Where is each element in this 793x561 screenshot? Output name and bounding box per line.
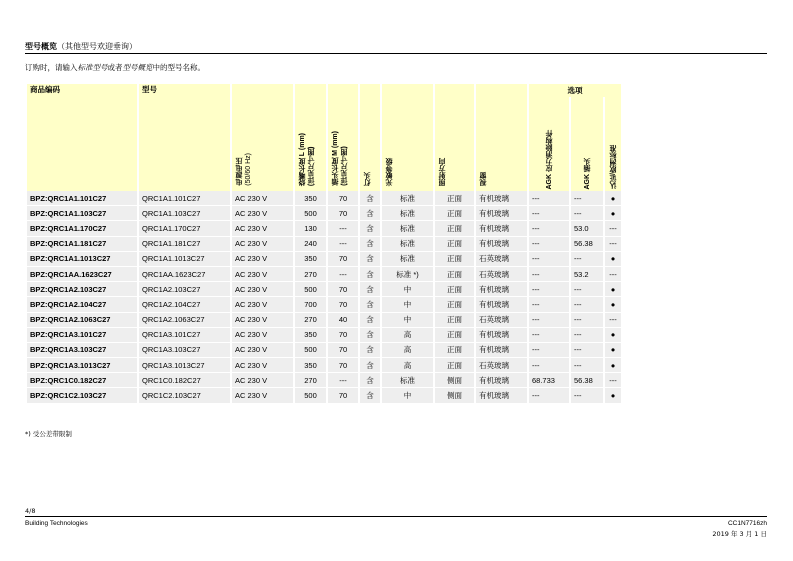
header-sensitivity: 光敏等级	[382, 84, 433, 191]
cell-agk-strain-relief: ---	[529, 252, 569, 267]
table-row	[27, 206, 621, 221]
cell-certification: ●	[605, 388, 621, 403]
header-direction: 照射方向	[435, 84, 474, 191]
cell-agk-plug: 53.2	[571, 267, 603, 282]
cell-voltage: AC 230 V	[232, 267, 293, 282]
cell-product-code: BPZ:QRC1A2.1063C27	[27, 313, 137, 328]
cell-glass: 石英玻璃	[476, 358, 527, 373]
cell-lamp: 含	[360, 221, 380, 236]
cell-glass: 有机玻璃	[476, 373, 527, 388]
cell-length-m: ---	[328, 373, 358, 388]
cell-length-l: 500	[295, 388, 326, 403]
cell-product-code: BPZ:QRC1A3.103C27	[27, 343, 137, 358]
cell-lamp: 含	[360, 237, 380, 252]
cell-length-l: 270	[295, 313, 326, 328]
cell-direction: 正面	[435, 282, 474, 297]
cell-direction: 正面	[435, 191, 474, 206]
cell-lamp: 含	[360, 328, 380, 343]
header-agk-plug: AGK 插头	[571, 97, 603, 191]
cell-lamp: 含	[360, 313, 380, 328]
footer-divider	[25, 516, 767, 517]
cell-agk-strain-relief: ---	[529, 343, 569, 358]
cell-agk-plug: ---	[571, 328, 603, 343]
cell-product-code: BPZ:QRC1A1.181C27	[27, 237, 137, 252]
cell-sensitivity: 高	[382, 358, 433, 373]
cell-agk-strain-relief: ---	[529, 191, 569, 206]
cell-certification: ●	[605, 252, 621, 267]
cell-glass: 有机玻璃	[476, 221, 527, 236]
header-voltage: 电源电压 (50/60 Hz)	[232, 84, 293, 191]
cell-glass: 石英玻璃	[476, 267, 527, 282]
cell-glass: 有机玻璃	[476, 282, 527, 297]
cell-agk-plug: ---	[571, 343, 603, 358]
cell-certification: ---	[605, 237, 621, 252]
cell-certification: ●	[605, 358, 621, 373]
model-overview-table	[25, 84, 623, 404]
cell-glass: 有机玻璃	[476, 297, 527, 312]
cell-agk-strain-relief: ---	[529, 267, 569, 282]
cell-length-l: 500	[295, 343, 326, 358]
cell-product-code: BPZ:QRC1A3.101C27	[27, 328, 137, 343]
cell-length-l: 350	[295, 358, 326, 373]
cell-agk-strain-relief: ---	[529, 313, 569, 328]
cell-voltage: AC 230 V	[232, 313, 293, 328]
cell-length-l: 700	[295, 297, 326, 312]
cell-model: QRC1AA.1623C27	[139, 267, 230, 282]
table-row	[27, 267, 621, 282]
cell-glass: 有机玻璃	[476, 191, 527, 206]
cell-sensitivity: 标准	[382, 191, 433, 206]
cell-length-l: 270	[295, 267, 326, 282]
cell-lamp: 含	[360, 297, 380, 312]
cell-model: QRC1A2.104C27	[139, 297, 230, 312]
table-row	[27, 373, 621, 388]
table-row	[27, 343, 621, 358]
cell-length-l: 500	[295, 282, 326, 297]
footnote: *) 受公差带限制	[25, 430, 72, 438]
cell-voltage: AC 230 V	[232, 358, 293, 373]
instruction-em-overview: 型号概览	[122, 63, 153, 72]
cell-agk-plug: ---	[571, 388, 603, 403]
cell-sensitivity: 标准	[382, 252, 433, 267]
cell-direction: 正面	[435, 343, 474, 358]
cell-model: QRC1A2.1063C27	[139, 313, 230, 328]
cell-length-m: ---	[328, 267, 358, 282]
cell-length-l: 350	[295, 191, 326, 206]
cell-sensitivity: 标准	[382, 373, 433, 388]
cell-product-code: BPZ:QRC1A3.1013C27	[27, 358, 137, 373]
cell-model: QRC1A3.101C27	[139, 328, 230, 343]
cell-model: QRC1C0.182C27	[139, 373, 230, 388]
cell-agk-strain-relief: 68.733	[529, 373, 569, 388]
cell-model: QRC1C2.103C27	[139, 388, 230, 403]
cell-lamp: 含	[360, 373, 380, 388]
cell-direction: 正面	[435, 313, 474, 328]
cell-lamp: 含	[360, 191, 380, 206]
cell-direction: 正面	[435, 206, 474, 221]
cell-product-code: BPZ:QRC1A1.103C27	[27, 206, 137, 221]
cell-agk-plug: ---	[571, 282, 603, 297]
cell-glass: 有机玻璃	[476, 328, 527, 343]
cell-voltage: AC 230 V	[232, 191, 293, 206]
cell-glass: 有机玻璃	[476, 237, 527, 252]
cell-model: QRC1A3.1013C27	[139, 358, 230, 373]
cell-sensitivity: 标准	[382, 206, 433, 221]
cell-agk-strain-relief: ---	[529, 282, 569, 297]
table-row	[27, 282, 621, 297]
cell-agk-plug: ---	[571, 358, 603, 373]
cell-lamp: 含	[360, 358, 380, 373]
cell-model: QRC1A1.170C27	[139, 221, 230, 236]
cell-length-m: 70	[328, 358, 358, 373]
cell-direction: 正面	[435, 297, 474, 312]
cell-length-l: 240	[295, 237, 326, 252]
table-row	[27, 191, 621, 206]
header-certification: 认证/欧洲标准	[605, 97, 621, 191]
header-model: 型号	[139, 84, 230, 191]
cell-sensitivity: 标准	[382, 237, 433, 252]
cell-length-l: 270	[295, 373, 326, 388]
cell-certification: ●	[605, 328, 621, 343]
header-product-code: 商品编码	[27, 84, 137, 191]
cell-agk-plug: ---	[571, 206, 603, 221]
table-row	[27, 252, 621, 267]
title-main: 型号概览	[25, 42, 57, 51]
cell-length-m: 70	[328, 282, 358, 297]
table-row	[27, 237, 621, 252]
cell-model: QRC1A1.103C27	[139, 206, 230, 221]
cell-length-m: 70	[328, 297, 358, 312]
cell-lamp: 含	[360, 343, 380, 358]
cell-length-m: 70	[328, 252, 358, 267]
cell-voltage: AC 230 V	[232, 282, 293, 297]
cell-certification: ●	[605, 297, 621, 312]
cell-product-code: BPZ:QRC1A1.170C27	[27, 221, 137, 236]
cell-sensitivity: 中	[382, 282, 433, 297]
page-title	[25, 41, 137, 52]
header-length-m: 插头长度 M (mm) (详见尺寸图)	[328, 84, 358, 191]
cell-voltage: AC 230 V	[232, 328, 293, 343]
cell-length-m: ---	[328, 221, 358, 236]
cell-agk-plug: ---	[571, 191, 603, 206]
cell-product-code: BPZ:QRC1A2.104C27	[27, 297, 137, 312]
page-number: 4/8	[25, 507, 36, 515]
cell-length-l: 350	[295, 328, 326, 343]
cell-voltage: AC 230 V	[232, 237, 293, 252]
cell-voltage: AC 230 V	[232, 221, 293, 236]
cell-sensitivity: 中	[382, 297, 433, 312]
cell-length-l: 130	[295, 221, 326, 236]
cell-lamp: 含	[360, 282, 380, 297]
cell-length-m: 70	[328, 328, 358, 343]
cell-length-m: 70	[328, 191, 358, 206]
cell-model: QRC1A1.101C27	[139, 191, 230, 206]
cell-length-m: 70	[328, 343, 358, 358]
title-divider	[25, 53, 767, 54]
document-date: 2019 年 3 月 1 日	[712, 530, 767, 538]
cell-length-m: 70	[328, 388, 358, 403]
cell-agk-plug: 56.38	[571, 237, 603, 252]
cell-certification: ---	[605, 221, 621, 236]
table-row	[27, 221, 621, 236]
cell-lamp: 含	[360, 206, 380, 221]
cell-length-m: ---	[328, 237, 358, 252]
cell-sensitivity: 中	[382, 313, 433, 328]
cell-length-m: 70	[328, 206, 358, 221]
cell-glass: 石英玻璃	[476, 252, 527, 267]
cell-glass: 有机玻璃	[476, 343, 527, 358]
title-subtitle: （其他型号欢迎垂询）	[57, 42, 137, 51]
table-row	[27, 328, 621, 343]
cell-certification: ---	[605, 313, 621, 328]
cell-agk-plug: 53.0	[571, 221, 603, 236]
cell-agk-strain-relief: ---	[529, 206, 569, 221]
cell-direction: 正面	[435, 237, 474, 252]
cell-certification: ●	[605, 206, 621, 221]
cell-product-code: BPZ:QRC1AA.1623C27	[27, 267, 137, 282]
cell-agk-strain-relief: ---	[529, 297, 569, 312]
cell-certification: ---	[605, 267, 621, 282]
cell-direction: 正面	[435, 328, 474, 343]
cell-model: QRC1A2.103C27	[139, 282, 230, 297]
cell-voltage: AC 230 V	[232, 297, 293, 312]
cell-direction: 正面	[435, 267, 474, 282]
cell-voltage: AC 230 V	[232, 206, 293, 221]
cell-sensitivity: 中	[382, 388, 433, 403]
cell-lamp: 含	[360, 252, 380, 267]
cell-agk-strain-relief: ---	[529, 237, 569, 252]
cell-product-code: BPZ:QRC1A1.101C27	[27, 191, 137, 206]
cell-product-code: BPZ:QRC1A2.103C27	[27, 282, 137, 297]
cell-agk-plug: 56.38	[571, 373, 603, 388]
cell-sensitivity: 标准 *)	[382, 267, 433, 282]
instruction-prefix: 订购时，请输入	[25, 63, 78, 72]
table-row	[27, 313, 621, 328]
cell-voltage: AC 230 V	[232, 388, 293, 403]
header-length-l: 烧嘴长度 L (mm) (详见尺寸图)	[295, 84, 326, 191]
cell-product-code: BPZ:QRC1A1.1013C27	[27, 252, 137, 267]
cell-voltage: AC 230 V	[232, 373, 293, 388]
cell-sensitivity: 高	[382, 343, 433, 358]
cell-lamp: 含	[360, 267, 380, 282]
cell-direction: 侧面	[435, 388, 474, 403]
cell-glass: 有机玻璃	[476, 206, 527, 221]
company-name: Building Technologies	[25, 520, 88, 527]
header-lamp: 灯头	[360, 84, 380, 191]
cell-certification: ●	[605, 282, 621, 297]
cell-model: QRC1A1.181C27	[139, 237, 230, 252]
cell-agk-plug: ---	[571, 252, 603, 267]
header-agk-strain-relief: AGK 应力消除构件	[529, 97, 569, 191]
cell-length-l: 350	[295, 252, 326, 267]
cell-direction: 正面	[435, 252, 474, 267]
order-instruction	[25, 62, 205, 73]
table-row	[27, 297, 621, 312]
cell-lamp: 含	[360, 388, 380, 403]
cell-glass: 石英玻璃	[476, 313, 527, 328]
cell-model: QRC1A1.1013C27	[139, 252, 230, 267]
cell-length-m: 40	[328, 313, 358, 328]
cell-direction: 正面	[435, 221, 474, 236]
cell-agk-strain-relief: ---	[529, 388, 569, 403]
cell-length-l: 500	[295, 206, 326, 221]
cell-agk-plug: ---	[571, 297, 603, 312]
cell-voltage: AC 230 V	[232, 252, 293, 267]
instruction-mid: 或者	[107, 63, 123, 72]
cell-product-code: BPZ:QRC1C0.182C27	[27, 373, 137, 388]
instruction-suffix: 中的型号名称。	[152, 63, 205, 72]
cell-agk-strain-relief: ---	[529, 328, 569, 343]
cell-agk-plug: ---	[571, 313, 603, 328]
cell-certification: ●	[605, 191, 621, 206]
instruction-em-standard: 标准型号	[77, 63, 108, 72]
cell-direction: 侧面	[435, 373, 474, 388]
header-options-group: 选项	[529, 84, 621, 97]
document-id: CC1N7716zh	[727, 520, 767, 527]
cell-sensitivity: 高	[382, 328, 433, 343]
cell-agk-strain-relief: ---	[529, 221, 569, 236]
cell-sensitivity: 标准	[382, 221, 433, 236]
table-row	[27, 358, 621, 373]
table-row	[27, 388, 621, 403]
header-glass: 视窗	[476, 84, 527, 191]
cell-agk-strain-relief: ---	[529, 358, 569, 373]
cell-certification: ---	[605, 373, 621, 388]
cell-certification: ●	[605, 343, 621, 358]
cell-direction: 正面	[435, 358, 474, 373]
cell-model: QRC1A3.103C27	[139, 343, 230, 358]
cell-product-code: BPZ:QRC1C2.103C27	[27, 388, 137, 403]
cell-voltage: AC 230 V	[232, 343, 293, 358]
cell-glass: 有机玻璃	[476, 388, 527, 403]
